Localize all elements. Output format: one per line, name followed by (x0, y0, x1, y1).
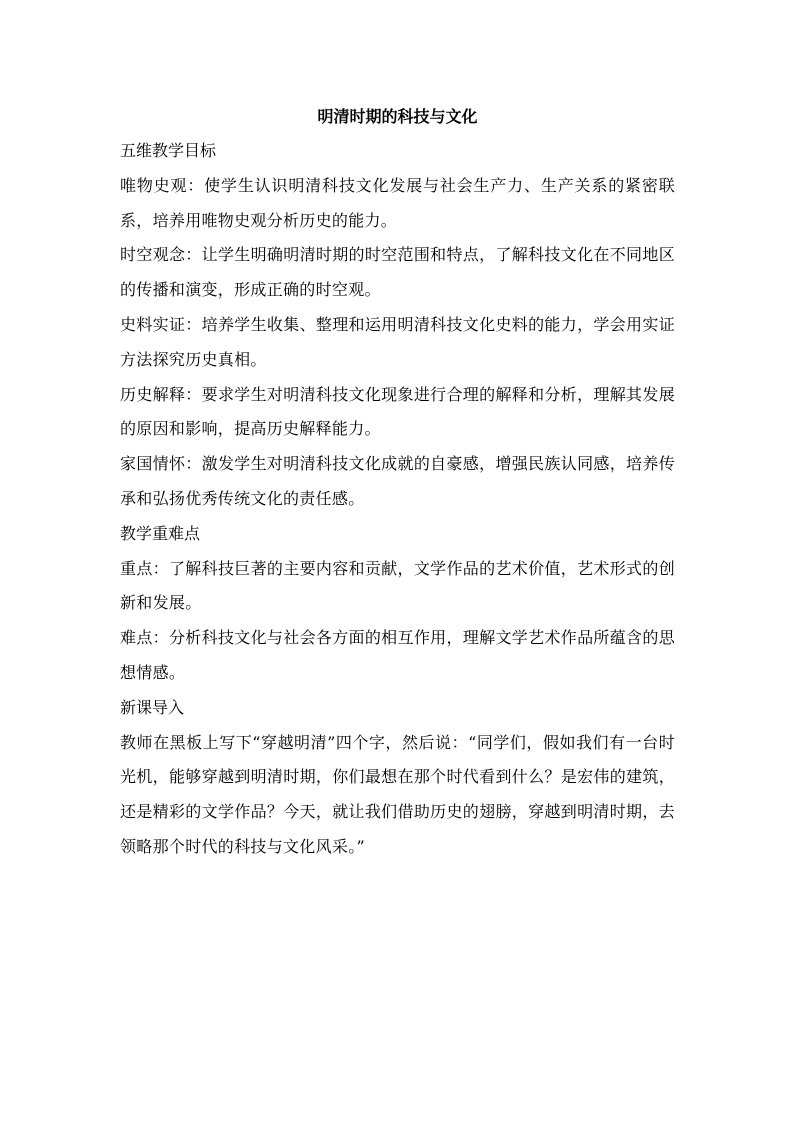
document-title: 明清时期的科技与文化 (317, 107, 478, 126)
paragraph-materialism: 唯物史观：使学生认识明清科技文化发展与社会生产力、生产关系的紧密联系，培养用唯物史观分析历史的能力。 (120, 175, 675, 230)
section-heading-intro: 新课导入 (120, 697, 185, 717)
paragraph-key-point: 重点：了解科技巨著的主要内容和贡献，文学作品的艺术价值，艺术形式的创新和发展。 (120, 558, 675, 613)
paragraph-difficulty: 难点：分析科技文化与社会各方面的相互作用，理解文学艺术作品所蕴含的思想情感。 (120, 628, 675, 682)
section-heading-goals: 五维教学目标 (120, 141, 217, 160)
paragraph-intro: 教师在黑板上写下“穿越明清”四个字，然后说：“同学们，假如我们有一台时光机，能够穿越到明清时期，你们最想在那个时代看到什么？是宏伟的建筑，还是精彩的文学作品？今天，就让我们借助历史的翅膀，穿越到明清时期，去领略那个时代的科技与文化风采。” (120, 732, 675, 856)
paragraph-patriotism: 家国情怀：激发学生对明清科技文化成就的自豪感，增强民族认同感，培养传承和弘扬优秀传统文化的责任感。 (120, 454, 675, 508)
section-heading-key-points: 教学重难点 (120, 523, 201, 543)
document-page (120, 100, 675, 865)
paragraph-space-time: 时空观念：让学生明确明清时期的时空范围和特点，了解科技文化在不同地区的传播和演变，形成正确的时空观。 (120, 245, 675, 300)
paragraph-interpretation: 历史解释：要求学生对明清科技文化现象进行合理的解释和分析，理解其发展的原因和影响，提高历史解释能力。 (120, 384, 675, 439)
paragraph-evidence: 史料实证：培养学生收集、整理和运用明清科技文化史料的能力，学会用实证方法探究历史真相。 (120, 314, 675, 369)
